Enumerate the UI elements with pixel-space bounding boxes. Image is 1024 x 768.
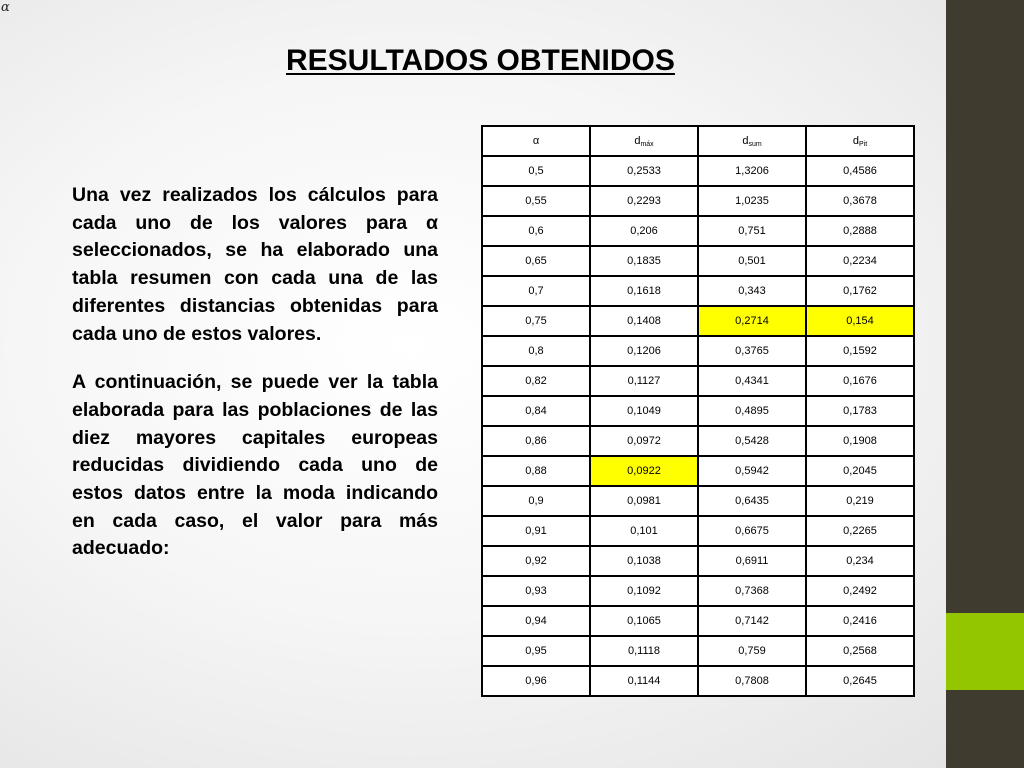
table-cell: 0,7368 <box>698 576 806 606</box>
table-body <box>482 156 914 696</box>
table-cell: 0,6 <box>482 216 590 246</box>
table-row <box>482 486 914 516</box>
table-cell: 0,2645 <box>806 666 914 696</box>
table-row <box>482 576 914 606</box>
table-cell: 1,0235 <box>698 186 806 216</box>
table-cell: 0,219 <box>806 486 914 516</box>
table-cell: 0,2492 <box>806 576 914 606</box>
table-cell: 0,2293 <box>590 186 698 216</box>
table-cell: 0,5 <box>482 156 590 186</box>
table-row <box>482 426 914 456</box>
table-cell: 0,95 <box>482 636 590 666</box>
table-cell: 0,101 <box>590 516 698 546</box>
page-title: RESULTADOS OBTENIDOS <box>286 44 675 77</box>
table-cell: 0,1206 <box>590 336 698 366</box>
table-cell: 0,55 <box>482 186 590 216</box>
table-cell: 0,1408 <box>590 306 698 336</box>
paragraph-1: Una vez realizados los cálculos para cada uno de los valores para α seleccionados, se ha elaborado una tabla resumen con cada una de las diferentes distancias obtenidas para cada uno de estos valores. <box>72 184 438 345</box>
corner-alpha-symbol: α <box>1 0 10 15</box>
table-cell: 0,1592 <box>806 336 914 366</box>
table-cell: 0,3765 <box>698 336 806 366</box>
header-alpha: α <box>482 126 590 156</box>
table-cell: 0,2714 <box>698 306 806 336</box>
table-cell: 0,154 <box>806 306 914 336</box>
table-cell: 0,9 <box>482 486 590 516</box>
table-row <box>482 396 914 426</box>
table-cell: 0,1065 <box>590 606 698 636</box>
table-cell: 0,6435 <box>698 486 806 516</box>
table-cell: 0,2416 <box>806 606 914 636</box>
table-cell: 0,3678 <box>806 186 914 216</box>
table-cell: 0,1118 <box>590 636 698 666</box>
table-cell: 0,2533 <box>590 156 698 186</box>
table-cell: 0,75 <box>482 306 590 336</box>
table-cell: 0,5428 <box>698 426 806 456</box>
table-row <box>482 456 914 486</box>
table-row <box>482 666 914 696</box>
results-table <box>481 125 915 697</box>
table-row <box>482 306 914 336</box>
header-dsum: $d_{sum}$ <box>698 126 806 156</box>
table-cell: 0,1762 <box>806 276 914 306</box>
table-cell: 0,65 <box>482 246 590 276</box>
table-cell: 0,1038 <box>590 546 698 576</box>
sidebar-accent-block <box>946 613 1024 690</box>
table-cell: 0,0972 <box>590 426 698 456</box>
body-text <box>72 182 438 584</box>
table-cell: 1,3206 <box>698 156 806 186</box>
table-cell: 0,7142 <box>698 606 806 636</box>
table-row <box>482 336 914 366</box>
table-row <box>482 516 914 546</box>
table-cell: 0,7 <box>482 276 590 306</box>
table-cell: 0,1127 <box>590 366 698 396</box>
table-cell: 0,2234 <box>806 246 914 276</box>
table-cell: 0,1908 <box>806 426 914 456</box>
table-cell: 0,4586 <box>806 156 914 186</box>
table-row <box>482 246 914 276</box>
table-cell: 0,7808 <box>698 666 806 696</box>
table-cell: 0,1144 <box>590 666 698 696</box>
table-cell: 0,6911 <box>698 546 806 576</box>
table-cell: 0,86 <box>482 426 590 456</box>
table-cell: 0,2568 <box>806 636 914 666</box>
table-cell: 0,759 <box>698 636 806 666</box>
table-row <box>482 366 914 396</box>
table-cell: 0,93 <box>482 576 590 606</box>
table-cell: 0,88 <box>482 456 590 486</box>
table-cell: 0,1049 <box>590 396 698 426</box>
table-cell: 0,751 <box>698 216 806 246</box>
table-cell: 0,1783 <box>806 396 914 426</box>
table-cell: 0,2888 <box>806 216 914 246</box>
table-cell: 0,2045 <box>806 456 914 486</box>
table-cell: 0,4895 <box>698 396 806 426</box>
table-cell: 0,96 <box>482 666 590 696</box>
table-cell: 0,1835 <box>590 246 698 276</box>
table-cell: 0,206 <box>590 216 698 246</box>
table-cell: 0,5942 <box>698 456 806 486</box>
table-header-row <box>482 126 914 156</box>
table-row <box>482 156 914 186</box>
header-dpit: $d_{Pit}$ <box>806 126 914 156</box>
table-row <box>482 546 914 576</box>
table-cell: 0,94 <box>482 606 590 636</box>
table-cell: 0,0922 <box>590 456 698 486</box>
header-dmax: $d_{máx}$ <box>590 126 698 156</box>
table-cell: 0,1676 <box>806 366 914 396</box>
table-row <box>482 636 914 666</box>
table-cell: 0,91 <box>482 516 590 546</box>
table-cell: 0,6675 <box>698 516 806 546</box>
table-cell: 0,2265 <box>806 516 914 546</box>
table-row <box>482 186 914 216</box>
table-cell: 0,8 <box>482 336 590 366</box>
table-cell: 0,0981 <box>590 486 698 516</box>
table-cell: 0,1092 <box>590 576 698 606</box>
table-cell: 0,82 <box>482 366 590 396</box>
table-row <box>482 216 914 246</box>
table-cell: 0,1618 <box>590 276 698 306</box>
table-cell: 0,343 <box>698 276 806 306</box>
table-cell: 0,501 <box>698 246 806 276</box>
table-row <box>482 606 914 636</box>
table-cell: 0,84 <box>482 396 590 426</box>
table-cell: 0,92 <box>482 546 590 576</box>
paragraph-2: A continuación, se puede ver la tabla elaborada para las poblaciones de las diez mayores capitales europeas reducidas dividiendo cada uno de estos datos entre la moda indicando en cada caso, el valor para más adecuado: <box>72 371 438 560</box>
table-cell: 0,234 <box>806 546 914 576</box>
table-cell: 0,4341 <box>698 366 806 396</box>
table-row <box>482 276 914 306</box>
